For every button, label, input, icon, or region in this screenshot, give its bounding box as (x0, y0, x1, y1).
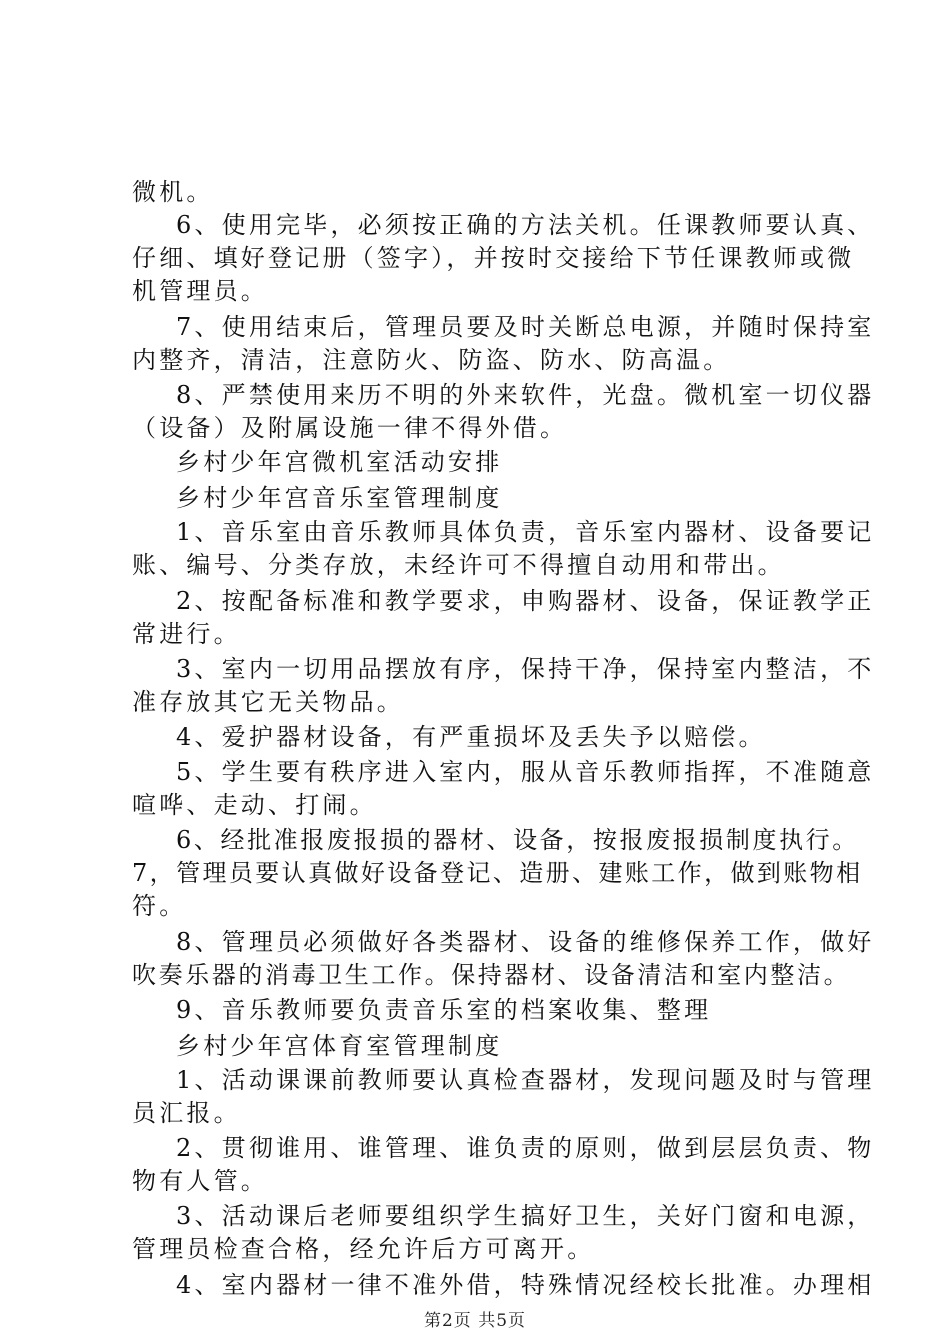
text-line: 7、使用结束后，管理员要及时关断总电源，并随时保持室 (176, 313, 875, 341)
text-line: 6、经批准报废报损的器材、设备，按报废报损制度执行。 (176, 826, 859, 854)
text-line: 仔细、填好登记册（签字），并按时交接给下节任课教师或微 (132, 244, 855, 272)
text-line: 6、使用完毕，必须按正确的方法关机。任课教师要认真、 (176, 211, 875, 239)
text-line: 3、室内一切用品摆放有序，保持干净，保持室内整洁，不 (176, 655, 875, 683)
page-number-footer: 第2页 共5页 (423, 1311, 527, 1331)
text-line: 机管理员。 (132, 277, 268, 305)
text-line: 吹奏乐器的消毒卫生工作。保持器材、设备清洁和室内整洁。 (132, 961, 851, 989)
text-line: 4、室内器材一律不准外借，特殊情况经校长批准。办理相 (176, 1271, 875, 1299)
text-line: 管理员检查合格，经允许后方可离开。 (132, 1235, 595, 1263)
text-line: 1、活动课课前教师要认真检查器材，发现问题及时与管理 (176, 1066, 875, 1094)
text-line: 常进行。 (132, 620, 241, 648)
text-line: 内整齐，清洁，注意防火、防盗、防水、防高温。 (132, 346, 731, 374)
text-line: 符。 (132, 892, 187, 920)
text-line: 5、学生要有秩序进入室内，服从音乐教师指挥，不准随意 (176, 758, 875, 786)
section-title: 乡村少年宫音乐室管理制度 (176, 484, 503, 512)
text-line: 8、管理员必须做好各类器材、设备的维修保养工作，做好 (176, 928, 875, 956)
text-line: 2、按配备标准和教学要求，申购器材、设备，保证教学正 (176, 587, 875, 615)
section-title: 乡村少年宫微机室活动安排 (176, 448, 503, 476)
text-line: 9、音乐教师要负责音乐室的档案收集、整理 (176, 996, 712, 1024)
text-line: 2、贯彻谁用、谁管理、谁负责的原则，做到层层负责、物 (176, 1134, 875, 1162)
text-line: 账、编号、分类存放，未经许可不得擅自动用和带出。 (132, 551, 785, 579)
text-line: 准存放其它无关物品。 (132, 688, 404, 716)
text-line: 4、爱护器材设备，有严重损坏及丢失予以赔偿。 (176, 723, 766, 751)
text-line: （设备）及附属设施一律不得外借。 (132, 414, 568, 442)
text-line: 微机。 (132, 178, 214, 206)
text-line: 喧哗、走动、打闹。 (132, 791, 377, 819)
text-line: 物有人管。 (132, 1167, 268, 1195)
text-line: 1、音乐室由音乐教师具体负责，音乐室内器材、设备要记 (176, 518, 875, 546)
text-line: 3、活动课后老师要组织学生搞好卫生，关好门窗和电源， (176, 1202, 875, 1230)
text-line: 8、严禁使用来历不明的外来软件，光盘。微机室一切仪器 (176, 381, 875, 409)
section-title: 乡村少年宫体育室管理制度 (176, 1032, 503, 1060)
text-line: 7，管理员要认真做好设备登记、造册、建账工作，做到账物相 (132, 859, 863, 887)
text-line: 员汇报。 (132, 1099, 241, 1127)
